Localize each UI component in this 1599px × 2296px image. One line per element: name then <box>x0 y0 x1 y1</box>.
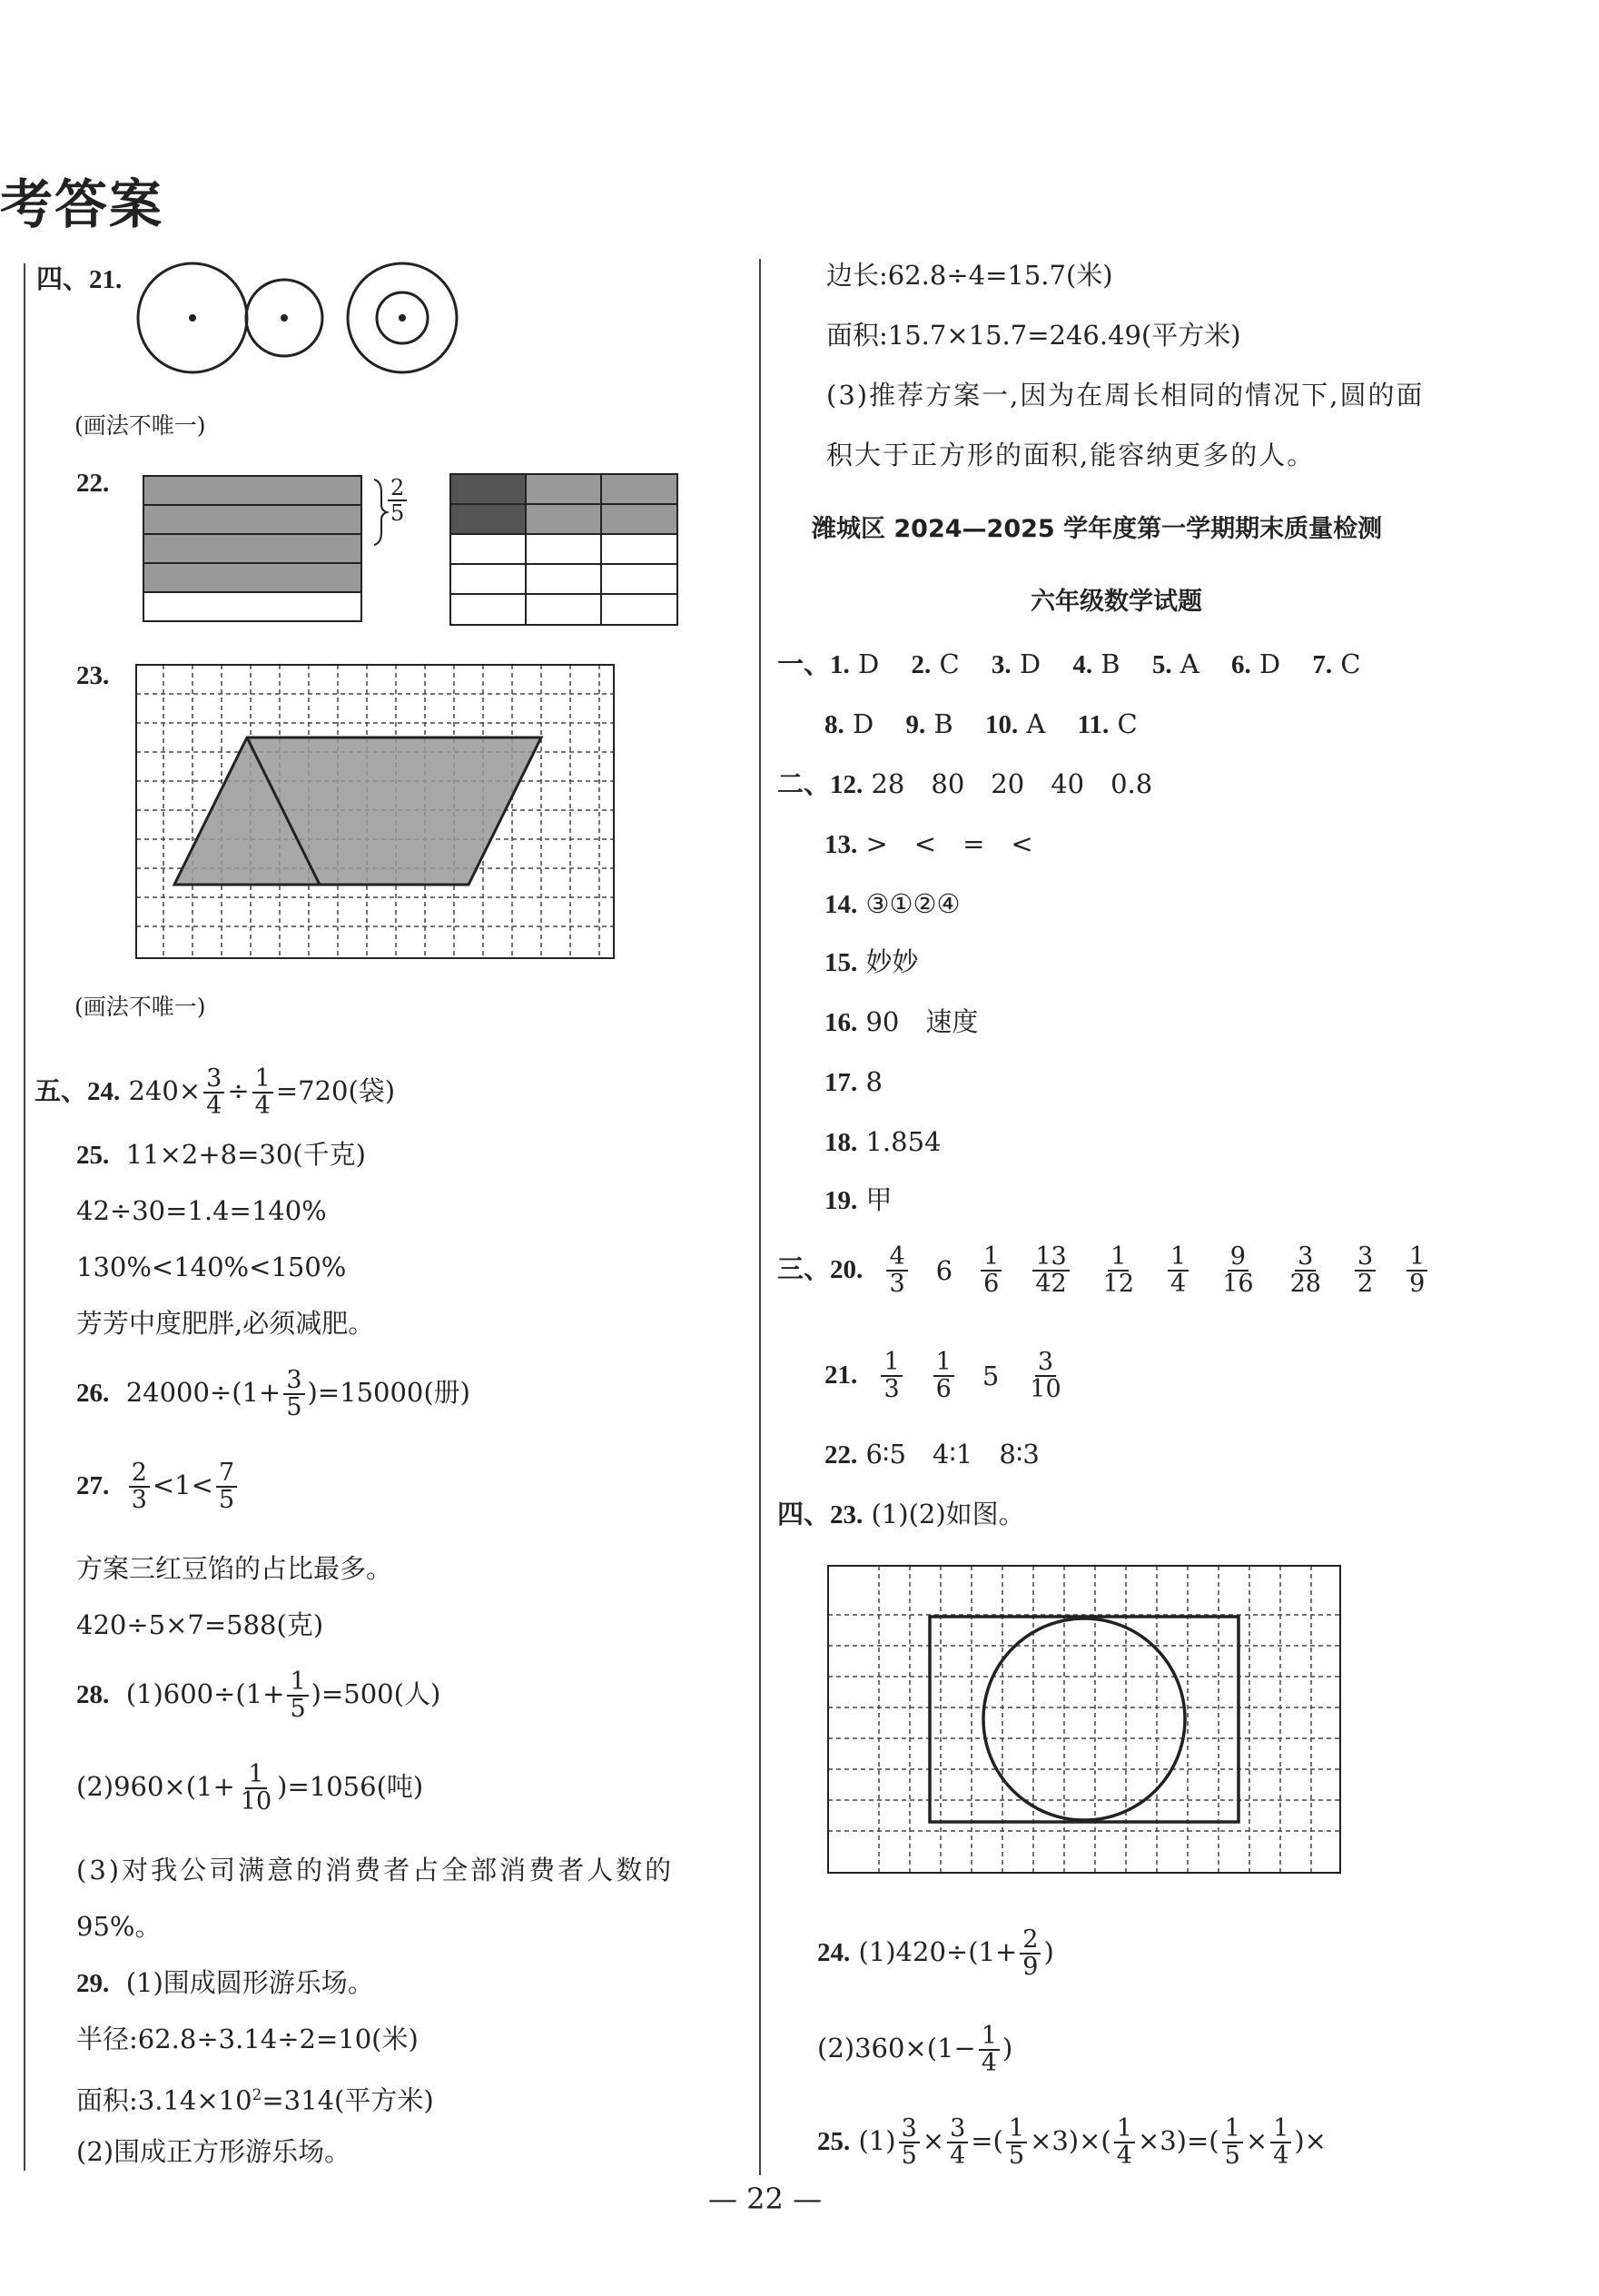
page-number: — 22 — <box>708 2182 823 2216</box>
right-line3: (3)推荐方案一,因为在周长相同的情况下,圆的面 <box>826 380 1425 411</box>
s1-row2: 8. D 9. B 10. A 11. C <box>824 708 1138 739</box>
q24-line: 五、24. 240× $\frac{3}{4}$ ÷ $\frac{1}{4}$ =720(袋) <box>35 1064 396 1120</box>
answer-value: $\frac{1}{9}$ <box>1404 1244 1430 1297</box>
s3-q22: 22. 6∶5 4∶1 8∶3 <box>824 1439 1040 1470</box>
s3-q20: 三、20. $\frac{4}{3}$ 6 $\frac{1}{6}$ $\frac{13}{42}$ $\frac{1}{12}$ $\frac{1}{4}$ $\frac{9}{16}$ $\frac{3}{28}$ $\frac{3}{2}$ $\frac{1}{9}$ <box>777 1244 1443 1297</box>
answer-value: $\frac{1}{6}$ <box>931 1350 957 1402</box>
s4-q23: 四、23. (1)(2)如图。 <box>777 1499 1025 1529</box>
inscribed-circle <box>983 1618 1185 1820</box>
exam-subtitle: 六年级数学试题 <box>1031 588 1202 616</box>
q21-note: (画法不唯一) <box>74 412 206 439</box>
answer-value: $\frac{9}{16}$ <box>1222 1242 1254 1298</box>
q28-line2: (2)960×(1+ $\frac{1}{10}$ )=1056(吨) <box>76 1760 424 1816</box>
q25-line1: 25. 11×2+8=30(千克) <box>76 1139 366 1170</box>
q27-line3: 420÷5×7=588(克) <box>76 1609 324 1640</box>
answer-value: $\frac{1}{4}$ <box>1165 1244 1191 1297</box>
q23-number: 23. <box>76 661 110 690</box>
s2-q18: 18. 1.854 <box>824 1126 942 1157</box>
q25-line3: 130%<140%<150% <box>76 1252 347 1282</box>
q29-line2: 半径:62.8÷3.14÷2=10(米) <box>76 2024 419 2054</box>
exam-title: 潍城区 2024—2025 学年度第一学期期末质量检测 <box>812 515 1383 543</box>
q22-frac-num: 2 <box>388 476 407 501</box>
q29-line4: (2)围成正方形游乐场。 <box>76 2136 351 2167</box>
s4-q24-line2: (2)360×(1− $\frac{1}{4}$ ) <box>817 2022 1013 2077</box>
s2-q17: 17. 8 <box>824 1066 883 1097</box>
s1-row1: 一、1. D 2. C 3. D 4. B 5. A 6. D 7. C <box>777 648 1361 679</box>
answer-value: $\frac{1}{12}$ <box>1102 1242 1135 1298</box>
q28-line3: (3)对我公司满意的消费者占全部消费者人数的 <box>76 1855 675 1885</box>
q25-line2: 42÷30=1.4=140% <box>76 1195 327 1226</box>
s4-q25-line: 25. (1) $\frac{3}{5}$ × $\frac{3}{4}$ =( $\frac{1}{5}$ ×3)×( $\frac{1}{4}$ ×3)=( $\frac{1}{5}$ × $\frac{1}{4}$ )× <box>817 2114 1327 2170</box>
s4-q24-line1: 24. (1)420÷(1+ $\frac{2}{9}$ ) <box>817 1925 1054 1981</box>
page-title: 考答案 <box>0 173 164 235</box>
answer-value: 5 <box>982 1361 1000 1391</box>
answer-value: $\frac{13}{42}$ <box>1030 1244 1071 1297</box>
q27-line: 27. $\frac{2}{3}$ <1< $\frac{7}{5}$ <box>76 1460 240 1513</box>
q29-line3: 面积$:3.14\times 10^2=314$(平方米) <box>76 2084 434 2116</box>
q25-line4: 芳芳中度肥胖,必须减肥。 <box>76 1308 375 1339</box>
answer-value: $\frac{3}{28}$ <box>1289 1242 1321 1298</box>
answer-value: 6 <box>935 1255 953 1286</box>
s2-q14: 14. ③①②④ <box>824 888 961 919</box>
q29-line1: 29. (1)围成圆形游乐场。 <box>76 1967 374 1998</box>
answer-value: $\frac{4}{3}$ <box>883 1244 910 1297</box>
s2-q19: 19. 甲 <box>824 1184 893 1215</box>
q22-frac-den: 5 <box>390 500 405 526</box>
q21-number: 四、21. <box>36 265 123 294</box>
answer-value: $\frac{1}{6}$ <box>978 1244 1004 1297</box>
rectangle <box>930 1617 1239 1822</box>
s2-q12: 二、12. 28 80 20 40 0.8 <box>777 768 1153 799</box>
answer-value: $\frac{1}{3}$ <box>878 1350 904 1402</box>
right-line2: 面积:15.7×15.7=246.49(平方米) <box>826 320 1241 351</box>
q27-line2: 方案三红豆馅的占比最多。 <box>76 1553 393 1584</box>
q28-line1: 28. (1)600÷(1+ $\frac{1}{5}$ )=500(人) <box>76 1668 441 1723</box>
s2-q13: 13. > < = < <box>824 828 1033 859</box>
right-line4: 积大于正方形的面积,能容纳更多的人。 <box>826 440 1316 470</box>
q28-line4: 95%。 <box>76 1911 162 1942</box>
q22-number: 22. <box>76 469 110 498</box>
s2-q16: 16. 90 速度 <box>824 1006 979 1037</box>
q26-line: 26. 24000÷(1+ $\frac{3}{5}$ )=15000(册) <box>76 1366 470 1421</box>
s2-q15: 15. 妙妙 <box>824 946 919 977</box>
q23-note: (画法不唯一) <box>74 994 206 1020</box>
right-line1: 边长:62.8÷4=15.7(米) <box>826 260 1113 291</box>
s3-q21: 21. $\frac{1}{3}$ $\frac{1}{6}$ 5 $\frac{3}{10}$ <box>824 1350 1080 1402</box>
answer-value: $\frac{3}{10}$ <box>1030 1348 1061 1403</box>
answer-value: $\frac{3}{2}$ <box>1352 1244 1378 1297</box>
